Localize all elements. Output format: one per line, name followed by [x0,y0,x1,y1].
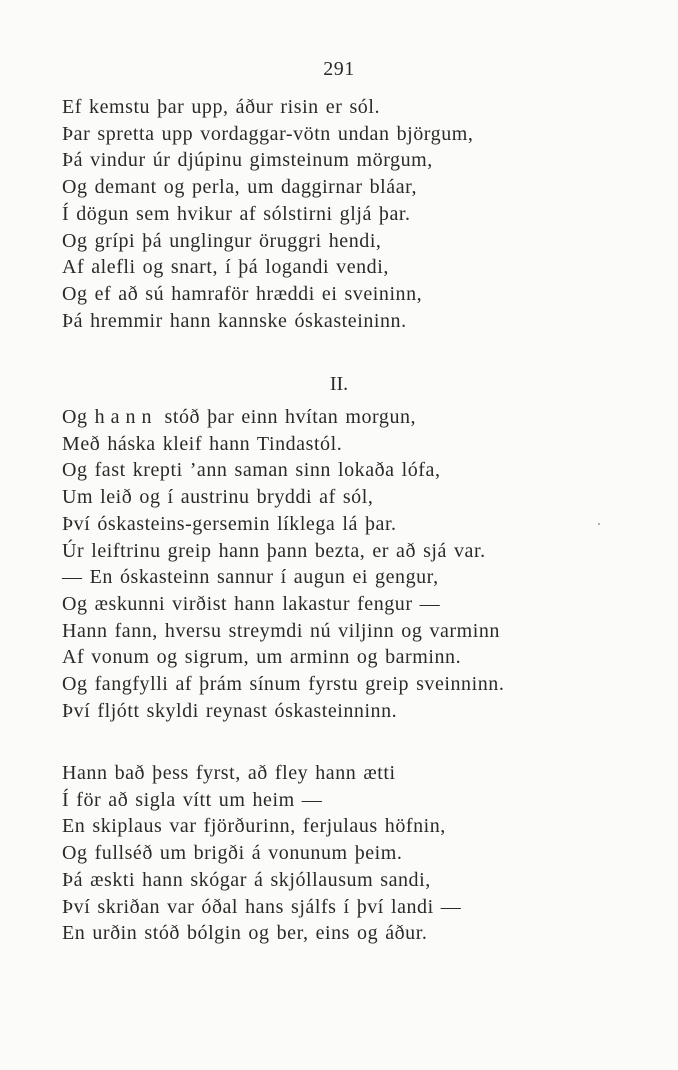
poem-line: Ef kemstu þar upp, áður risin er sól. [62,96,381,118]
poem-line: Af vonum og sigrum, um arminn og barminn. [62,646,462,669]
poem-line: Og grípi þá unglingur öruggri hendi, [62,229,382,252]
poem-line: — En óskasteinn sannur í augun ei gengur, [62,566,439,589]
poem-line: Úr leiftrinu greip hann þann bezta, er að sjá var. [62,539,486,562]
poem-line: Og æskunni virðist hann lakastur fengur — [62,592,441,615]
poem-line: Og fangfylli af þrám sínum fyrstu greip sveinninn. [62,673,505,696]
poem-line: Í för að sigla vítt um heim — [62,788,323,811]
poem-line: Um leið og í austrinu bryddi af sól, [62,486,374,509]
poem-line: Og fullséð um brigði á vonunum þeim. [62,842,403,865]
poem-line-start: Og [62,406,95,428]
poem-line: Með háska kleif hann Tindastól. [62,432,343,455]
poem-line: Því óskasteins-gersemin líklega lá þar. [62,512,397,535]
poem-line: Og ef að sú hamraför hræddi ei sveininn, [62,282,423,305]
poem-line-end: stóð þar einn hvítan morgun, [157,406,417,428]
poem-line: Og demant og perla, um daggirnar bláar, [62,176,418,199]
poem-line: Af alefli og snart, í þá logandi vendi, [62,256,389,279]
poem-line: Þar spretta upp vordaggar-vötn undan björgum, [62,122,474,145]
poem-line: En urðin stóð bólgin og ber, eins og áður. [62,922,428,945]
poem-line: Og fast krepti ’ann saman sinn lokaða lófa, [62,459,441,482]
section-heading: II. [329,373,349,395]
stanza-2 [62,404,622,724]
poem-line: Þá æskti hann skógar á skjóllausum sandi, [62,868,431,891]
poem-line: Þá hremmir hann kannske óskasteininn. [62,309,407,332]
poem-line: Í dögun sem hvikur af sólstirni gljá þar. [62,202,411,225]
stanza-1 [62,94,622,334]
page-number: 291 [323,58,355,80]
poem-line: Því fljótt skyldi reynast óskasteinninn. [62,699,398,722]
poem-line: En skiplaus var fjörðurinn, ferjulaus höfnin, [62,815,446,838]
poem-line: Þá vindur úr djúpinu gimsteinum mörgum, [62,149,433,172]
stanza-3 [62,760,622,947]
print-speck [598,523,600,525]
poem-line: Því skriðan var óðal hans sjálfs í því landi — [62,895,462,918]
poem-line [62,404,622,431]
poem-line: Hann fann, hversu streymdi nú viljinn og varminn [62,619,500,642]
poem-line: Hann bað þess fyrst, að fley hann ætti [62,762,396,784]
emphasized-word: hann [94,406,158,428]
